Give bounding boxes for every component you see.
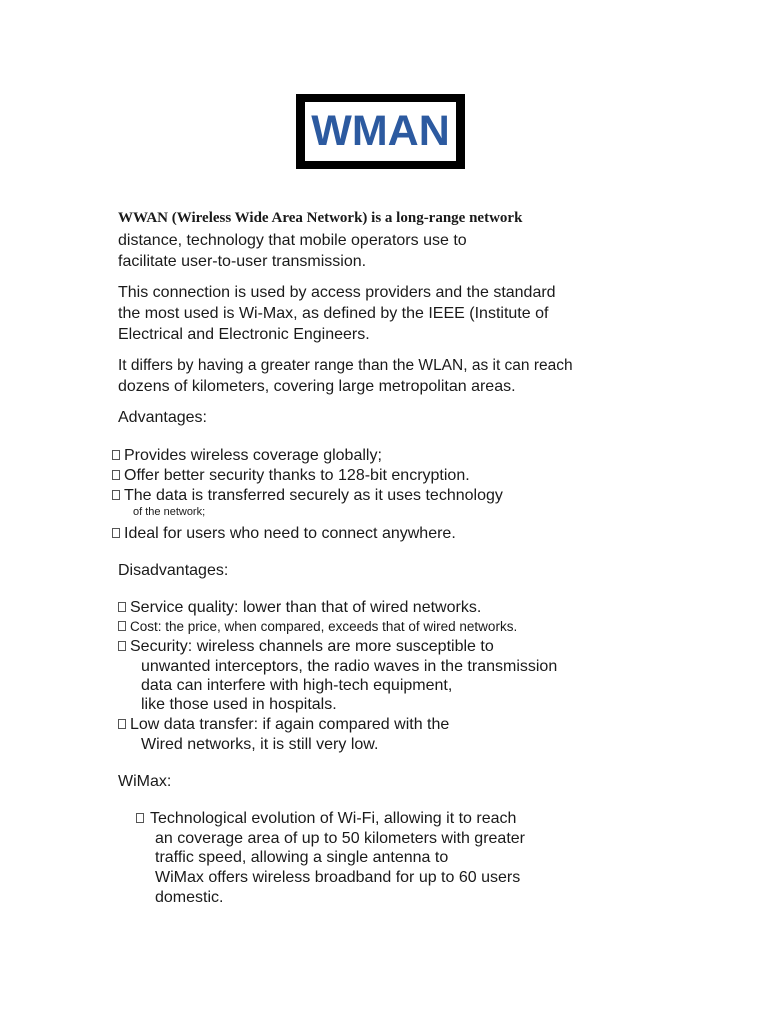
bullet-box-icon xyxy=(118,719,126,729)
bullet-box-icon xyxy=(118,621,126,631)
wimax-heading: WiMax: xyxy=(118,773,172,790)
wimax-line-5: domestic. xyxy=(155,889,224,906)
disadvantage-item-4: Low data transfer: if again compared with the xyxy=(118,715,449,735)
para2-line-1: This connection is used by access providers and the standard xyxy=(118,284,556,301)
disadvantage-item-2: Cost: the price, when compared, exceeds that of wired networks. xyxy=(118,618,517,635)
disadvantage-item-1: Service quality: lower than that of wired networks. xyxy=(118,598,481,618)
bullet-box-icon xyxy=(112,450,120,460)
bullet-box-icon xyxy=(112,470,120,480)
bullet-box-icon xyxy=(118,602,126,612)
intro-line-2: distance, technology that mobile operators use to xyxy=(118,232,467,249)
wimax-line-4: WiMax offers wireless broadband for up to 60 users xyxy=(155,869,521,886)
logo-text: WMAN xyxy=(311,107,450,155)
disadvantages-heading: Disadvantages: xyxy=(118,562,229,579)
advantages-heading: Advantages: xyxy=(118,409,207,426)
disadvantage-item-3-line-4: like those used in hospitals. xyxy=(141,696,337,713)
wimax-line-3: traffic speed, allowing a single antenna to xyxy=(155,849,449,866)
intro-line-1: WWAN (Wireless Wide Area Network) is a long-range network xyxy=(118,210,523,226)
para2-line-3: Electrical and Electronic Engineers. xyxy=(118,326,370,343)
wimax-item: Technological evolution of Wi-Fi, allowing it to reach xyxy=(136,809,516,829)
wman-logo xyxy=(296,94,465,169)
advantage-item-3-continued: of the network; xyxy=(133,506,206,518)
intro-line-3: facilitate user-to-user transmission. xyxy=(118,253,367,270)
para3-line-1: It differs by having a greater range than the WLAN, as it can reach xyxy=(118,357,573,374)
para2-line-2: the most used is Wi-Max, as defined by the IEEE (Institute of xyxy=(118,305,549,322)
bullet-box-icon xyxy=(112,490,120,500)
bullet-box-icon xyxy=(136,813,144,823)
disadvantage-item-3-line-2: unwanted interceptors, the radio waves in the transmission xyxy=(141,658,558,675)
para3-line-2: dozens of kilometers, covering large metropolitan areas. xyxy=(118,378,516,395)
disadvantage-item-3: Security: wireless channels are more susceptible to xyxy=(118,637,494,657)
advantage-item-1: Provides wireless coverage globally; xyxy=(112,446,382,466)
bullet-box-icon xyxy=(118,641,126,651)
logo-frame xyxy=(305,102,456,161)
disadvantage-item-4-line-2: Wired networks, it is still very low. xyxy=(141,736,379,753)
wimax-line-2: an coverage area of up to 50 kilometers with greater xyxy=(155,830,525,847)
bullet-box-icon xyxy=(112,528,120,538)
advantage-item-2: Offer better security thanks to 128-bit encryption. xyxy=(112,466,470,486)
advantage-item-3: The data is transferred securely as it uses technology xyxy=(112,486,503,506)
disadvantage-item-3-line-3: data can interfere with high-tech equipment, xyxy=(141,677,453,694)
advantage-item-4: Ideal for users who need to connect anywhere. xyxy=(112,524,456,544)
